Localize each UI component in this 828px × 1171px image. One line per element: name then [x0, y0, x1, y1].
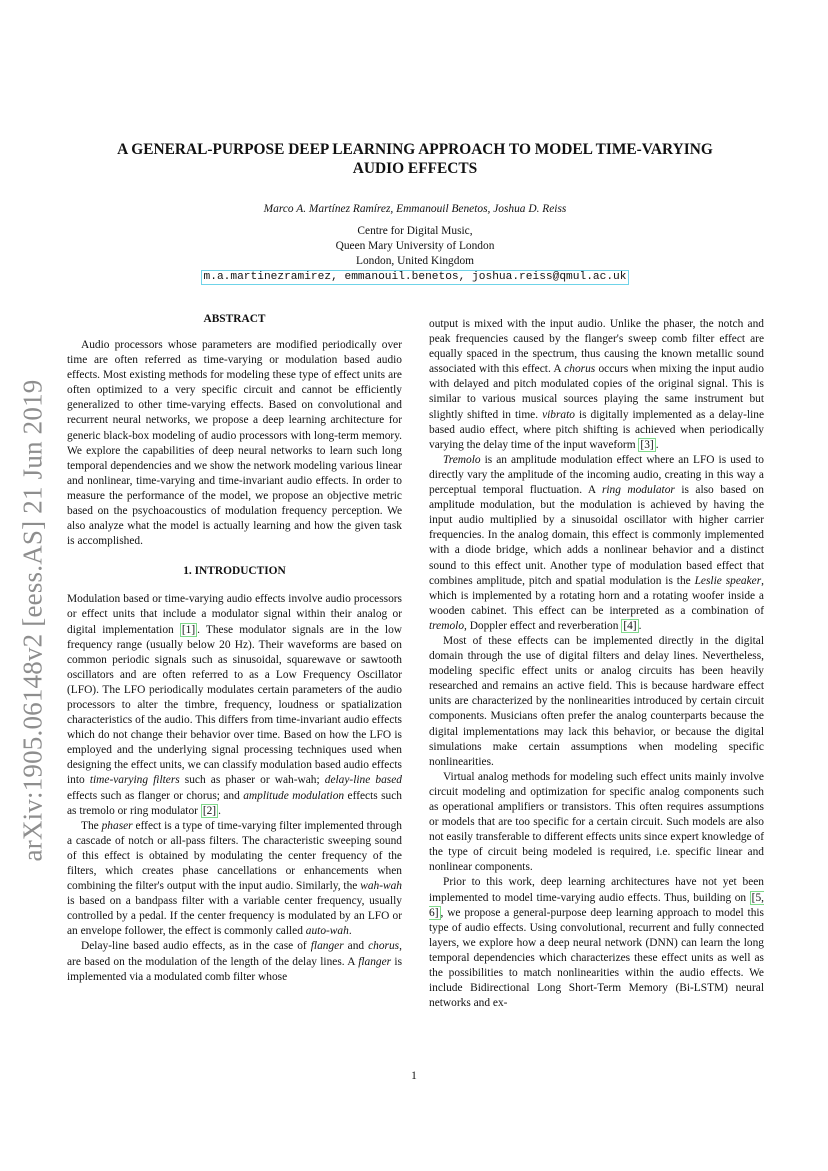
citation-link[interactable]: [2]	[202, 804, 217, 817]
introduction-heading: 1. INTRODUCTION	[183, 565, 286, 578]
right-paragraph-1: output is mixed with the input audio. Unlike the phaser, the notch and peak frequencies caused by the flanger's sweep comb filter effect are equally spaced in the spectrum, thus causing the known metallic sound associated with this effect. A chorus occurs when mixing the input audio with delayed and pitch modulated copies of the original signal. This is similar to various musical sources playing the same instrument but slightly shifted in time. vibrato is digitally implemented as a delay-line based audio effect, where pitch shifting is achieved when periodically varying the delay time of the input waveform [3] .	[429, 318, 765, 451]
citation-link[interactable]: [3]	[640, 438, 654, 451]
right-paragraph-2: Tremolo is an amplitude modulation effect where an LFO is used to directly vary the amplitude of the incoming audio, creating in this way a perceptual temporal fluctuation. A ring modulator is also based on amplitude modulation, but the modulation is achieved by having the input audio multiplied by a sinusoidal oscillator with higher carrier frequencies. In the analog domain, this effect is commonly implemented with a diode bridge, which adds a nonlinear behavior and a distinct sound to this effect unit. Another type of modulation based effect that combines amplitude, pitch and spatial modulation is the Leslie speaker, which is implemented by a rotating horn and a rotating woofer inside a wooden cabinet. This effect can be interpreted as a combination of tremolo, Doppler effect and reverberation [4] .	[429, 453, 764, 632]
intro-paragraph-1: Modulation based or time-varying audio effects involve audio processors or effect units that include a modulator signal within their analog or digital implementation [1] . These modulator signals are in the low frequency range (usually below 20 Hz). Their waveforms are based on common periodic signals such as sinusoidal, squarewave or sawtooth oscillators and are often referred to as a Low Frequency Oscillator (LFO). The LFO periodically modulates certain parameters of the audio processors to alter the timbre, frequency, loudness or spatialization characteristics of the audio. This differs from time-invariant audio effects which do not change their behavior over time. Based on how the LFO is employed and the underlying signal processing techniques used when designing the effect units, we can classify modulation based audio effects into time-varying filters such as phaser or wah-wah; delay-line based effects such as flanger or chorus; and amplitude modulation effects such as tremolo or ring modulator [2] .	[67, 593, 403, 817]
right-column	[429, 317, 764, 1011]
arxiv-identifier-text: arXiv:1905.06148v2 [eess.AS] 21 Jun 2019	[17, 379, 48, 861]
citation-link[interactable]: [1]	[181, 623, 196, 636]
affiliation-block	[70, 224, 760, 285]
affiliation-line-3: London, United Kingdom	[355, 255, 474, 267]
right-paragraph-5: Prior to this work, deep learning architectures have not yet been implemented to model time-varying audio effects. Thus, building on [5, 6] , we propose a general-purpose deep learning approach to model this type of audio effects. Using convolutional, recurrent and fully connected layers, we explore how a deep neural network (DNN) can learn the long temporal dependencies which characterizes these effect units as well as the possibilities to match nonlinearities within the audio effects. We include Bidirectional Long Short-Term Memory (Bi-LSTM) neural networks and ex-	[429, 876, 764, 1010]
title-line-2: AUDIO EFFECTS	[352, 160, 478, 177]
citation-link[interactable]: [5, 6]	[429, 891, 764, 919]
title-line-1: A GENERAL-PURPOSE DEEP LEARNING APPROACH TO MODEL TIME-VARYING	[117, 141, 713, 158]
page-number: 1	[411, 1070, 417, 1082]
arxiv-identifier-stamp	[8, 360, 58, 880]
abstract-text: Audio processors whose parameters are modified periodically over time are often referred as time-varying or modulation based audio effects. Most existing methods for modeling these type of effect units are often optimized to a very specific circuit and cannot be efficiently generalized to other time-varying effects. Based on convolutional and recurrent neural networks, we propose a deep learning architecture for generic black-box modeling of audio processors with long-term memory. We explore the capabilities of deep neural networks to learn such long temporal dependencies and we show the network modeling various linear and nonlinear, time-varying and time-invariant audio effects. In order to measure the performance of the model, we propose an objective metric based on the psychoacoustics of modulation frequency perception. We also analyze what the model is actually learning and how the given task is accomplished.	[67, 339, 402, 548]
affiliation-line-2: Queen Mary University of London	[335, 240, 495, 252]
affiliation-line-1: Centre for Digital Music,	[357, 225, 473, 237]
paper-title	[70, 140, 760, 178]
right-paragraph-4: Virtual analog methods for modeling such effect units mainly involve circuit modeling and optimization for specific analog components such as operational amplifiers or transistors. This often requires assumptions or models that are too specific for a certain circuit. Such models are also not easily transferable to different effects units since expert knowledge of the type of circuit being modeled is required, i.e. specific linear and nonlinear components.	[429, 770, 764, 874]
intro-paragraph-3: Delay-line based audio effects, as in the case of flanger and chorus, are based on the modulation of the length of the delay lines. A flanger is implemented via a modulated comb filter whose	[67, 940, 403, 983]
intro-paragraph-2: The phaser effect is a type of time-varying filter implemented through a cascade of notch or all-pass filters. The characteristic sweeping sound of this effect is obtained by modulating the center frequency of the filters, which creates phase cancellations or enhancements when combining the filter's output with the input audio. Similarly, the wah-wah is based on a bandpass filter with a variable center frequency, usually controlled by a pedal. If the center frequency is modulated by an LFO or an envelope follower, the effect is commonly called auto-wah.	[67, 819, 402, 938]
right-paragraph-3: Most of these effects can be implemented directly in the digital domain through the use of digital filters and delay lines. Nevertheless, modeling specific effect units or analog circuits has been heavily researched and remains an active field. This is because hardware effect units are characterized by the nonlinearities introduced by certain circuit components. Musicians often prefer the analog counterparts because the digital implementations may lack this behavior, or because the digital simulations make certain assumptions when modeling specific nonlinearities.	[429, 634, 764, 768]
citation-link[interactable]: [4]	[623, 619, 637, 632]
abstract-heading: ABSTRACT	[203, 313, 266, 325]
author-emails-link[interactable]: m.a.martinezramirez, emmanouil.benetos, joshua.reiss@qmul.ac.uk	[201, 270, 630, 285]
author-list: Marco A. Martínez Ramírez, Emmanouil Benetos, Joshua D. Reiss	[263, 203, 567, 215]
left-column	[67, 312, 402, 985]
